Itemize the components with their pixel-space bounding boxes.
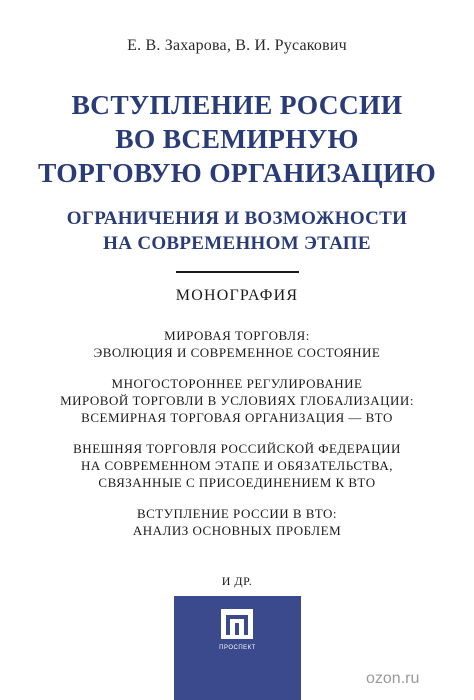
title-line: ВСТУПЛЕНИЕ РОССИИ	[71, 89, 403, 120]
book-subtitle	[0, 206, 474, 256]
topic-line: АНАЛИЗ ОСНОВНЫХ ПРОБЛЕМ	[132, 523, 342, 538]
topic-line: ВСЕМИРНАЯ ТОРГОВАЯ ОРГАНИЗАЦИЯ — ВТО	[81, 410, 393, 425]
publisher-name: ПРОСПЕКТ	[219, 645, 256, 651]
topic-line: ВСТУПЛЕНИЕ РОССИИ В ВТО:	[136, 506, 338, 521]
etc-label: И ДР.	[221, 574, 253, 588]
title-line: ВО ВСЕМИРНУЮ	[115, 123, 359, 154]
subtitle-line: ОГРАНИЧЕНИЯ И ВОЗМОЖНОСТИ	[66, 208, 408, 229]
topic-line: НА СОВРЕМЕННОМ ЭТАПЕ И ОБЯЗАТЕЛЬСТВА,	[80, 458, 393, 473]
topic-item	[0, 505, 474, 539]
book-title	[0, 88, 474, 190]
topic-line: МНОГОСТОРОННЕЕ РЕГУЛИРОВАНИЕ	[111, 376, 363, 391]
topics-list	[0, 327, 474, 553]
topic-item	[0, 375, 474, 426]
topic-line: МИРОВАЯ ТОРГОВЛЯ:	[164, 328, 310, 343]
topic-line: ВНЕШНЯЯ ТОРГОВЛЯ РОССИЙСКОЙ ФЕДЕРАЦИИ	[73, 441, 401, 456]
authors: Е. В. Захарова, В. И. Русакович	[127, 37, 347, 54]
divider	[176, 271, 299, 273]
topic-item	[0, 327, 474, 361]
title-line: ТОРГОВУЮ ОРГАНИЗАЦИЮ	[38, 157, 436, 188]
topic-line: СВЯЗАННЫЕ С ПРИСОЕДИНЕНИЕМ К ВТО	[98, 475, 376, 490]
topic-line: ЭВОЛЮЦИЯ И СОВРЕМЕННОЕ СОСТОЯНИЕ	[93, 345, 381, 360]
genre-label: МОНОГРАФИЯ	[175, 287, 299, 304]
subtitle-line: НА СОВРЕМЕННОМ ЭТАПЕ	[103, 233, 371, 254]
topic-item	[0, 440, 474, 491]
prospekt-logo-icon	[221, 609, 253, 639]
topic-line: МИРОВОЙ ТОРГОВЛИ В УСЛОВИЯХ ГЛОБАЛИЗАЦИИ:	[60, 393, 414, 408]
watermark: ozon.ru	[366, 670, 420, 687]
